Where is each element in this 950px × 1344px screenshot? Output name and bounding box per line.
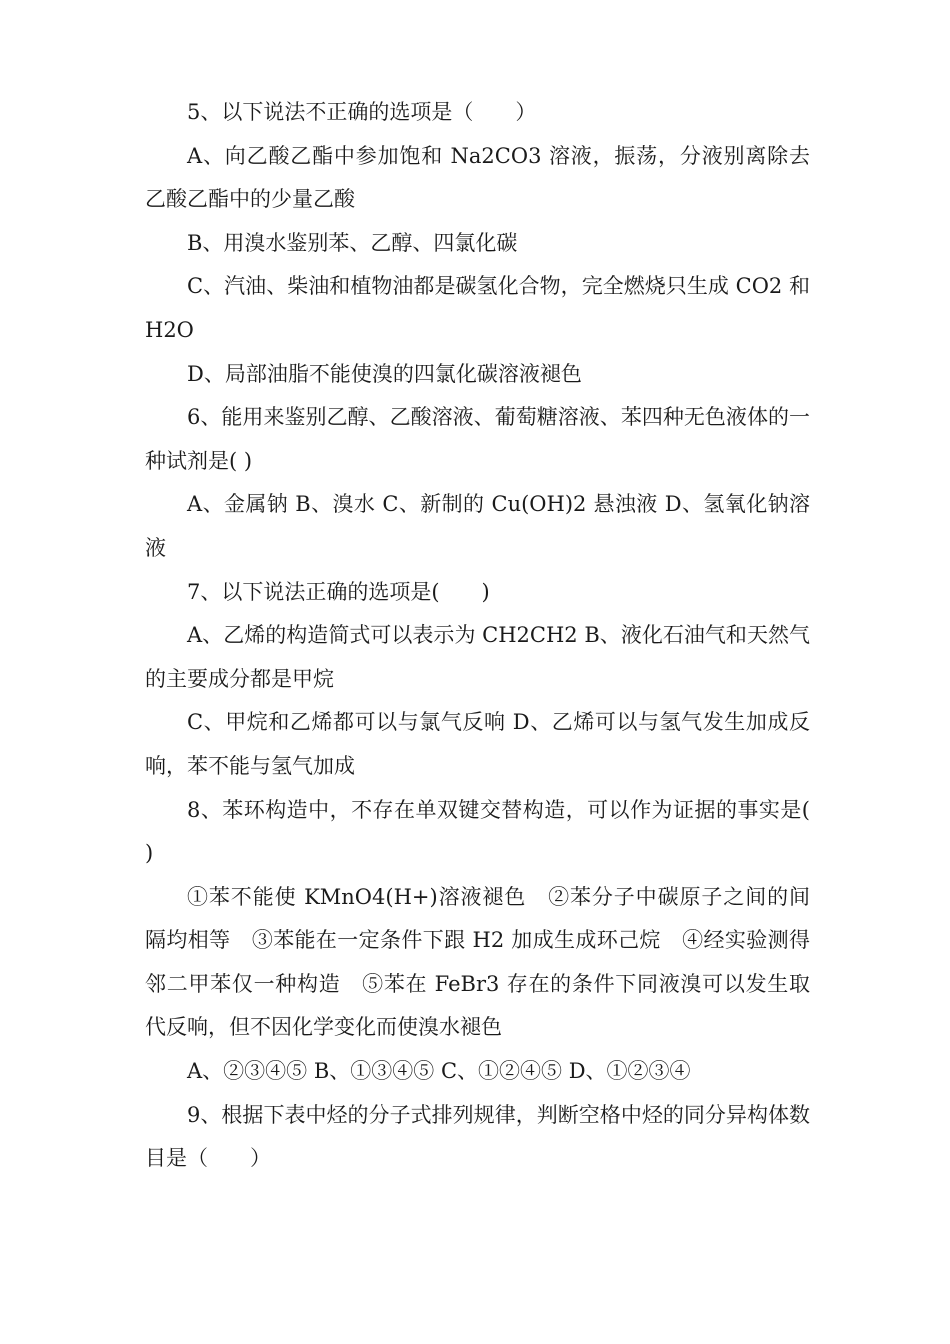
question-9-stem: 9、根据下表中烃的分子式排列规律，判断空格中烃的同分异构体数目是（ ）	[145, 1102, 810, 1171]
question-8-options: A、②③④⑤ B、①③④⑤ C、①②④⑤ D、①②③④	[187, 1059, 691, 1084]
question-5-option-a: A、向乙酸乙酯中参加饱和 Na2CO3 溶液，振荡，分液别离除去乙酸乙酯中的少量乙酸	[145, 143, 810, 212]
question-7-options-cd: C、甲烷和乙烯都可以与氯气反响 D、乙烯可以与氢气发生加成反响，苯不能与氢气加成	[145, 710, 810, 778]
question-6-options: A、金属钠 B、溴水 C、新制的 Cu(OH)2 悬浊液 D、氢氧化钠溶液	[145, 492, 810, 560]
question-5-option-c: C、汽油、柴油和植物油都是碳氢化合物，完全燃烧只生成 CO2 和 H2O	[145, 274, 810, 342]
document-body	[145, 91, 852, 1181]
question-8-statements: ①苯不能使 KMnO4(H+)溶液褪色 ②苯分子中碳原子之间的间隔均相等 ③苯能在一定条件下跟 H2 加成生成环己烷 ④经实验测得邻二甲苯仅一种构造 ⑤苯在 FeBr3 存在的条件下同液溴可以发生取代反响，但不因化学变化而使溴水褪色	[145, 884, 810, 1040]
question-5-stem: 5、以下说法不正确的选项是（ ）	[187, 100, 537, 124]
question-5-option-b: B、用溴水鉴别苯、乙醇、四氯化碳	[187, 230, 518, 255]
question-7-options-ab: A、乙烯的构造简式可以表示为 CH2CH2 B、液化石油气和天然气的主要成分都是甲烷	[145, 623, 810, 691]
question-6-stem: 6、能用来鉴别乙醇、乙酸溶液、葡萄糖溶液、苯四种无色液体的一种试剂是( )	[145, 405, 810, 473]
question-5-option-d: D、局部油脂不能使溴的四氯化碳溶液褪色	[187, 361, 582, 386]
question-7-stem: 7、以下说法正确的选项是( )	[187, 579, 490, 604]
question-8-stem: 8、苯环构造中，不存在单双键交替构造，可以作为证据的事实是( )	[145, 797, 852, 866]
